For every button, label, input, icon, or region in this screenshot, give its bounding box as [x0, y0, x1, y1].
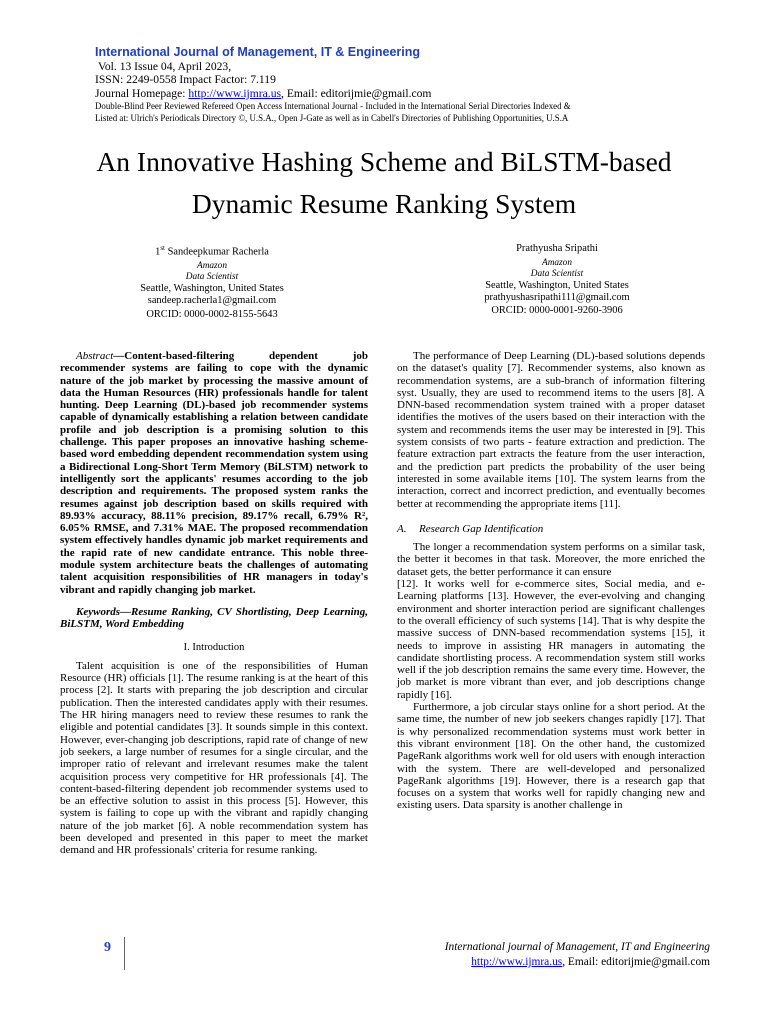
homepage-line: [95, 87, 735, 100]
subsection-heading: [397, 523, 705, 535]
left-column: [60, 350, 368, 857]
page-number: 9: [104, 940, 111, 955]
footer-links: [400, 955, 710, 970]
abstract-text: —Content-based-filtering dependent job recommender systems are failing to cope with the dynamic nature of the job market by processing the massive amount of data the Human Resources (HR) professionals handle for talent hunting. Deep Learning (DL)-based job recommender systems capable of dynamically establishing a relation between candidate profile and job description is a promising solution to this challenge. This paper proposes an innovative hashing scheme-based word embedding dependent recommendation system using a Bidirectional Long-Short Term Memory (BiLSTM) network to intelligently sort the applicants' resumes according to the job description and requirements. The proposed system ranks the resumes against job description based on skills required with 89.93% accuracy, 88.11% precision, 89.17% recall, 6.79% R², 6.05% RMSE, and 7.31% MAE. The proposed recommendation system effectively handles dynamic job market requirements and the rapid rate of new candidate entrance. This noble three-module system architecture beats the challenges of automating talent acquisition responsibilities of HR managers in today's vibrant and rapidly changing job market.: [60, 350, 368, 596]
subsection-letter: A.: [397, 522, 407, 535]
author-orcid: ORCID: 0000-0001-9260-3906: [491, 305, 623, 317]
header-email: , Email: editorijmie@gmail.com: [281, 86, 432, 100]
footer-journal: International journal of Management, IT and Engineering: [444, 941, 710, 953]
author-org: Amazon: [542, 257, 572, 268]
right-column: [397, 350, 705, 812]
author-org: Amazon: [197, 261, 227, 272]
author-block-2: [427, 243, 687, 317]
journal-name: International Journal of Management, IT & Engineering: [95, 45, 421, 59]
author-orcid: ORCID: 0000-0002-8155-5643: [146, 308, 278, 320]
introduction-text: Talent acquisition is one of the responsibilities of Human Resource (HR) officials [1]. The resume ranking is at the heart of this process [2]. It starts with preparing the job description and circular publication. Then the interested candidates apply with their resumes. The HR hiring managers need to review these resumes to rank the eligible and potential candidates [3]. It sounds simple in this context. However, ever-changing job descriptions, rapid rate of change of new job seekers, a large number of resumes for a single circular, and the improper ratio of relevant and irrelevant resumes make the talent acquisition process very competitive for HR professionals [4]. The content-based-filtering dependent job recommender systems used to be an effective solution to assist in this process [5]. However, this system is failing to cope up with the vibrant and rapidly changing nature of the job market [6]. A noble recommendation system has been developed and presented in this paper to meet the market demand and HR professionals' criteria for resume ranking.: [60, 659, 368, 857]
footer-url[interactable]: http://www.ijmra.us: [471, 956, 563, 968]
author-location: Seattle, Washington, United States: [140, 283, 284, 295]
subsection-title: Research Gap Identification: [419, 522, 544, 535]
author-email: prathyushasripathi111@gmail.com: [484, 291, 630, 303]
paragraph-job-circular: Furthermore, a job circular stays online for a short period. At the same time, the number of new job seekers changes rapidly [17]. That is why personalized recommendation systems must work better in this vibrant environment [18]. On the other hand, the customized PageRank algorithms work well for old users with enough interaction with the system. There are well-developed and personalized PageRank algorithms [19]. However, there is a research gap that focuses on a system that works well for rapidly changing new and existing users. Data sparsity is another challenge in: [397, 701, 705, 812]
footer-divider: [124, 937, 125, 970]
title-line-1: An Innovative Hashing Scheme and BiLSTM-based: [96, 146, 672, 177]
homepage-link[interactable]: http://www.ijmra.us: [188, 86, 282, 100]
paragraph-research-gap: The longer a recommendation system performs on a similar task, the better it becomes in that task. Moreover, the more enriched the dataset gets, the better performance it can ensure: [397, 541, 705, 578]
journal-header: [95, 44, 735, 124]
author-role: Data Scientist: [530, 268, 584, 279]
footer-email: , Email: editorijmie@gmail.com: [562, 956, 710, 968]
author-location: Seattle, Washington, United States: [485, 279, 629, 291]
abstract: [60, 350, 368, 596]
title-line-2: Dynamic Resume Ranking System: [191, 188, 577, 219]
review-line: Double-Blind Peer Reviewed Refereed Open Access International Journal - Included in the International Serial Directories Indexed &: [95, 100, 571, 111]
volume-line: Vol. 13 Issue 04, April 2023,: [98, 60, 232, 73]
section-heading-introduction: I. Introduction: [183, 641, 245, 653]
paragraph-dl-performance: The performance of Deep Learning (DL)-based solutions depends on the dataset's quality [7]. Recommender systems, also known as recommendation systems, are a sub-branch of information filtering syst. Usually, they are used to recommend items to the users [8]. A DNN-based recommendation system trained with a proper dataset identifies the motives of the users based on their interaction with the system and recommends items the user may be interested in [9]. This system consists of two parts - feature extraction and prediction. The feature extraction part extracts the feature from the user interaction, and the prediction part predicts the probability of the user being interested in some available items [10]. The system learns from the interaction, correct and incorrect prediction, and eventually becomes better at recommending the appropriate items [11].: [397, 350, 705, 510]
keywords: Keywords—Resume Ranking, CV Shortlisting, Deep Learning, BiLSTM, Word Embedding: [60, 605, 368, 631]
author-block-1: [82, 243, 342, 321]
abstract-label: Abstract: [76, 350, 114, 362]
listed-line: Listed at: Ulrich's Periodicals Directory ©, U.S.A., Open J-Gate as well as in Cabell's Directories of Publishing Opportunities, U.S.A: [95, 112, 569, 123]
paragraph-ecommerce: [12]. It works well for e-commerce sites, Social media, and e-Learning platforms [13]. However, the ever-evolving and changing environment and shorter interaction period are significant challenges to the overall efficiency of such systems [14]. That is why despite the massive success of DNN-based recommendation systems [15], it needs to improve in assisting HR managers in automating the candidate shortlisting process. A recommendation system still works well if the job description remains the same every time. However, the job market is more vibrant than ever, and job descriptions change rapidly [16].: [397, 578, 705, 701]
homepage-label: Journal Homepage:: [95, 86, 189, 100]
issn-line: ISSN: 2249-0558 Impact Factor: 7.119: [95, 73, 276, 87]
author-name: 1st Sandeepkumar Racherla: [155, 244, 269, 258]
author-email: sandeep.racherla1@gmail.com: [147, 295, 277, 307]
page-footer: [400, 940, 710, 970]
author-name: Prathyusha Sripathi: [516, 243, 598, 254]
author-role: Data Scientist: [185, 272, 239, 283]
paper-title: [0, 141, 768, 225]
